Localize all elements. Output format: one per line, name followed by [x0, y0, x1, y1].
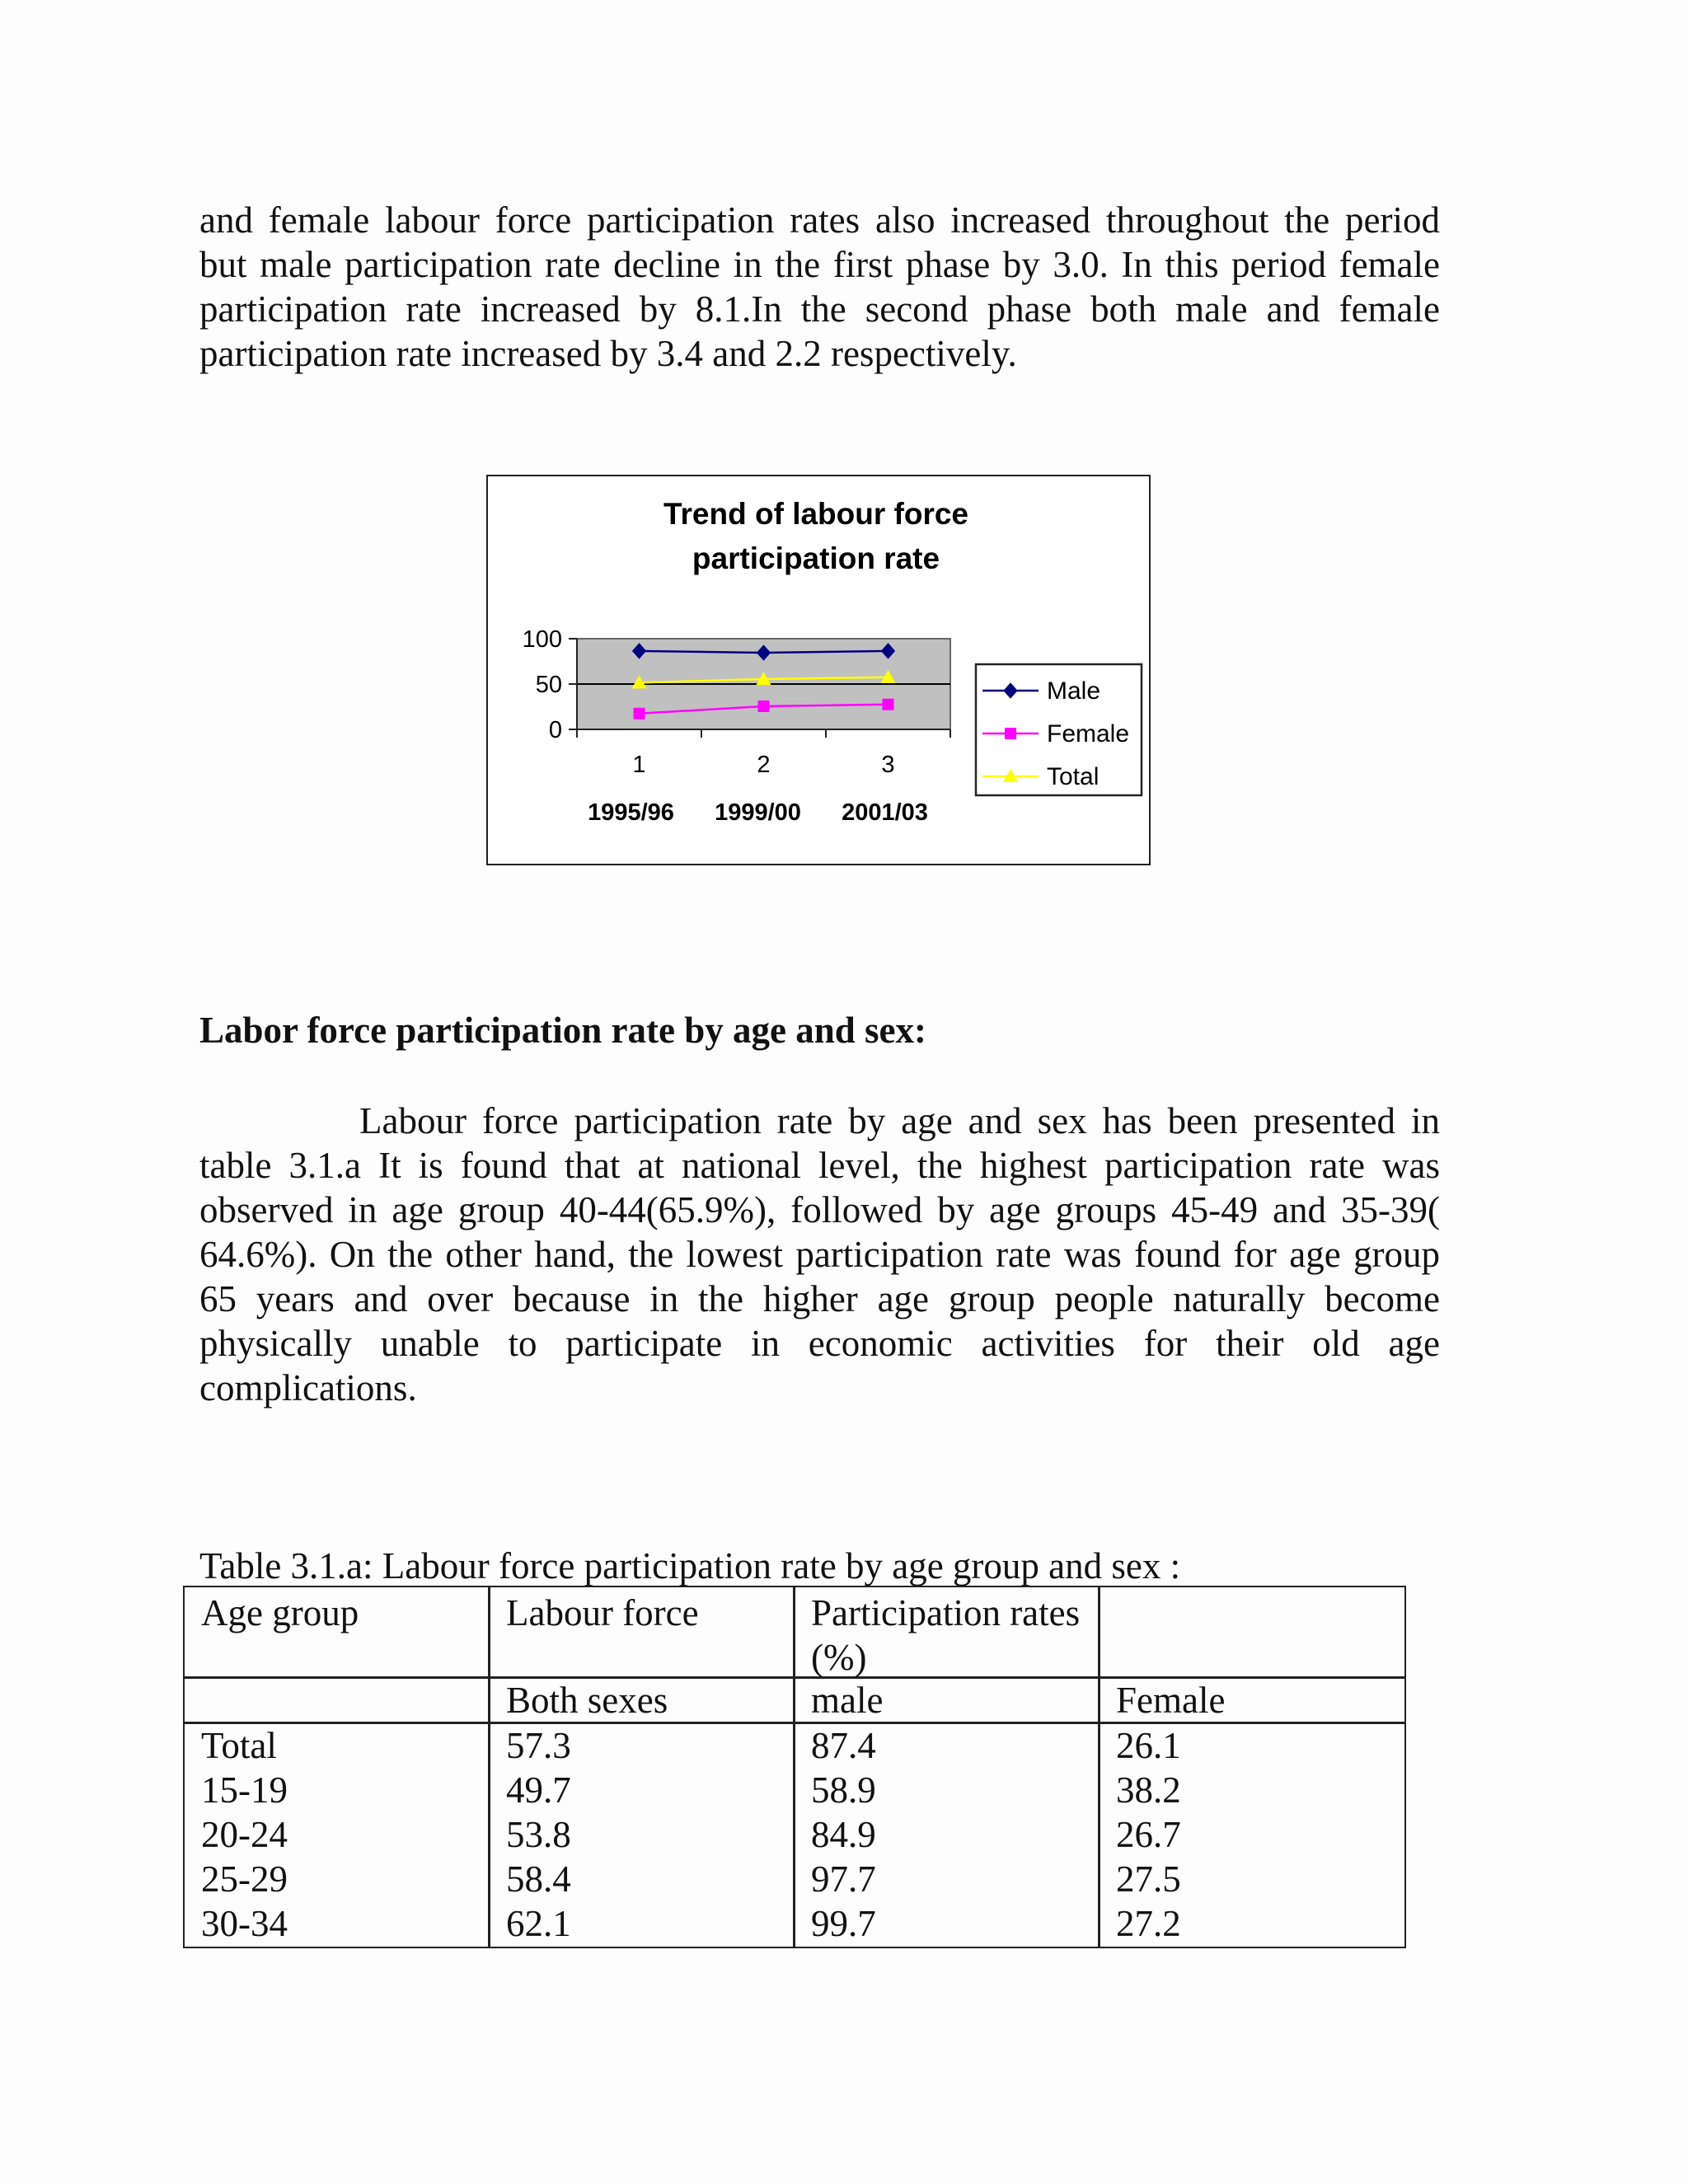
- chart-title-line-1: Trend of labour force: [663, 497, 969, 531]
- y-tick-label: 0: [548, 717, 562, 743]
- x-tick-label: 1: [632, 752, 646, 778]
- cell-female: 27.5: [1116, 1858, 1181, 1900]
- y-tick-label: 100: [522, 626, 562, 653]
- header-participation-rates: Participation rates: [811, 1592, 1081, 1633]
- data-point-female: [883, 699, 894, 710]
- paragraph-line: observed in age group 40-44(65.9%), followed by age groups 45-49 and 35-39(: [199, 1189, 1440, 1230]
- legend-marker-female: [1005, 728, 1016, 739]
- cell-male: 97.7: [811, 1858, 876, 1900]
- y-tick-labels: [523, 626, 562, 743]
- paragraph-line: participation rate increased by 3.4 and 2.2 respectively.: [199, 333, 1017, 374]
- header-age-group: Age group: [201, 1592, 359, 1633]
- cell-both-sexes: 49.7: [506, 1769, 571, 1811]
- chart-title-line-2: participation rate: [692, 541, 940, 575]
- cell-female: 38.2: [1116, 1769, 1181, 1811]
- x-category-labels: [588, 799, 928, 826]
- paragraph-line: complications.: [199, 1367, 417, 1408]
- legend-label-female: Female: [1047, 720, 1130, 748]
- cell-both-sexes: 53.8: [506, 1814, 571, 1855]
- y-tick-label: 50: [535, 672, 562, 698]
- cell-male: 84.9: [811, 1814, 876, 1855]
- cell-age-group: 30-34: [201, 1903, 288, 1944]
- paragraph-line: but male participation rate decline in the first phase by 3.0. In this period female: [199, 244, 1440, 285]
- intro-paragraph: [199, 198, 1440, 376]
- cell-age-group: 20-24: [201, 1814, 288, 1855]
- body-paragraph: [199, 1099, 1440, 1410]
- participation-table: [183, 1586, 1406, 1948]
- cell-both-sexes: 57.3: [506, 1725, 571, 1766]
- header-labour-force: Labour force: [506, 1592, 699, 1633]
- table-caption: Table 3.1.a: Labour force participation rate by age group and sex :: [199, 1545, 1181, 1586]
- cell-age-group: 15-19: [201, 1769, 288, 1811]
- section-heading: Labor force participation rate by age and sex:: [199, 1010, 927, 1051]
- cell-age-group: 25-29: [201, 1858, 288, 1900]
- x-tick-label: 2: [757, 752, 771, 778]
- cell-female: 26.7: [1116, 1814, 1181, 1855]
- paragraph-line: Labour force participation rate by age and sex has been presented in: [359, 1100, 1440, 1141]
- table-column-divider: [1098, 1587, 1100, 1947]
- cell-female: 27.2: [1116, 1903, 1181, 1944]
- cell-male: 87.4: [811, 1725, 876, 1766]
- paragraph-line: 65 years and over because in the higher age group people naturally become: [199, 1278, 1440, 1319]
- trend-chart-svg: [488, 476, 1148, 863]
- cell-female: 26.1: [1116, 1725, 1181, 1766]
- x-category-label: 2001/03: [842, 799, 928, 826]
- cell-both-sexes: 58.4: [506, 1858, 571, 1900]
- paragraph-line: 64.6%). On the other hand, the lowest participation rate was found for age group: [199, 1234, 1440, 1275]
- table-column-divider: [488, 1587, 490, 1947]
- legend-label-total: Total: [1047, 763, 1100, 790]
- legend-label-male: Male: [1047, 677, 1101, 705]
- data-point-female: [634, 708, 645, 719]
- data-point-female: [758, 701, 770, 712]
- subheader-both-sexes: Both sexes: [506, 1680, 668, 1721]
- paragraph-line: table 3.1.a It is found that at national level, the highest participation rate was: [199, 1145, 1440, 1186]
- subheader-female: Female: [1116, 1680, 1226, 1721]
- x-category-label: 1999/00: [715, 799, 801, 826]
- header-participation-unit: (%): [811, 1637, 867, 1678]
- cell-age-group: Total: [201, 1725, 277, 1766]
- cell-both-sexes: 62.1: [506, 1903, 571, 1944]
- paragraph-line: and female labour force participation rates also increased throughout the period: [199, 199, 1440, 241]
- x-tick-label: 3: [881, 752, 895, 778]
- trend-chart: [486, 475, 1151, 865]
- chart-legend: [976, 664, 1142, 795]
- cell-male: 58.9: [811, 1769, 876, 1811]
- subheader-male: male: [811, 1680, 884, 1721]
- paragraph-line: physically unable to participate in economic activities for their old age: [199, 1323, 1440, 1364]
- paragraph-line: participation rate increased by 8.1.In the second phase both male and female: [199, 288, 1440, 330]
- table-column-divider: [793, 1587, 795, 1947]
- cell-male: 99.7: [811, 1903, 876, 1944]
- x-category-label: 1995/96: [588, 799, 674, 826]
- x-tick-labels: [632, 752, 894, 778]
